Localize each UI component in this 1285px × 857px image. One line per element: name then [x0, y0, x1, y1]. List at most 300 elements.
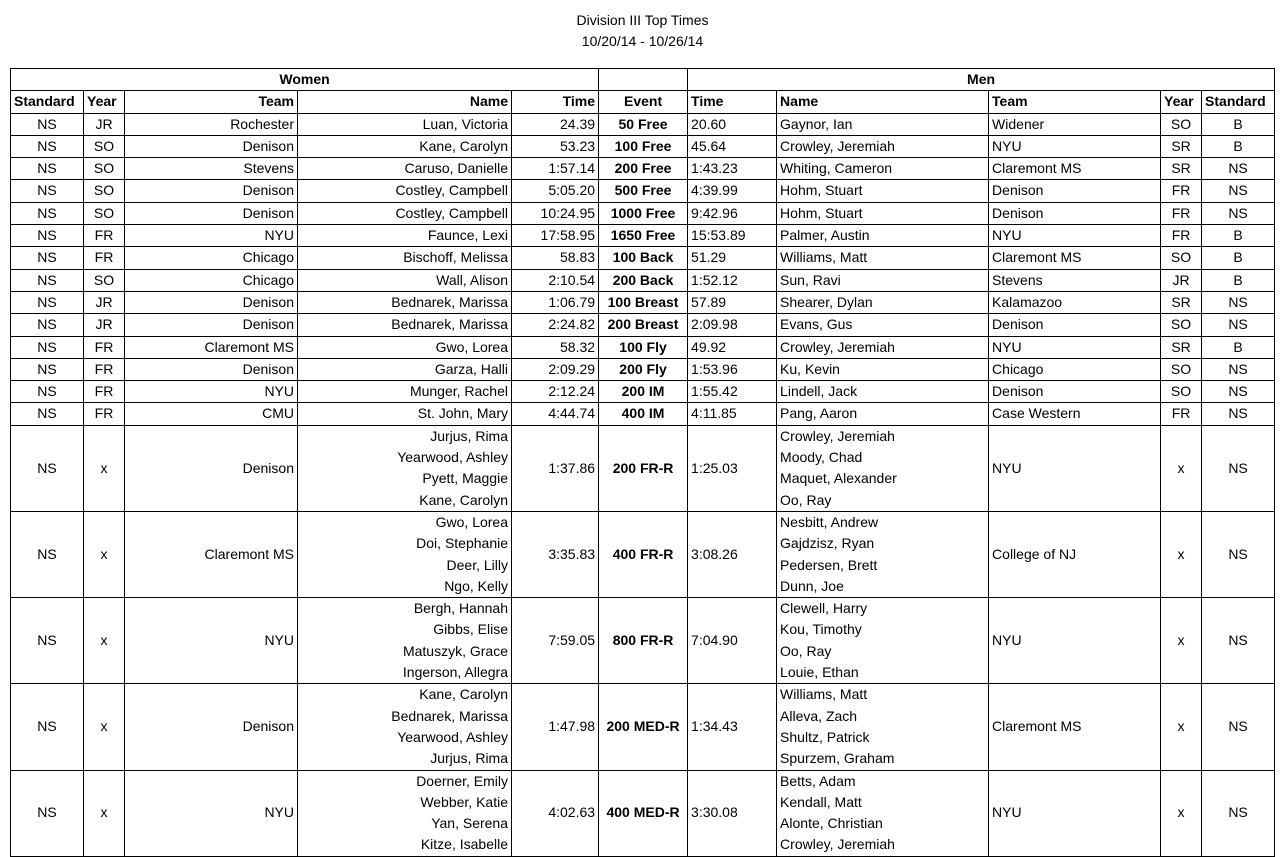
swimmer-name: Caruso, Danielle — [404, 160, 508, 177]
men-year-cell: x — [1161, 511, 1202, 597]
women-time-cell: 4:44.74 — [512, 403, 599, 425]
swimmer-name: Yearwood, Ashley — [397, 449, 508, 466]
men-time-cell: 7:04.90 — [688, 598, 777, 684]
women-team-cell: Denison — [125, 202, 298, 224]
swimmer-name: Costley, Campbell — [395, 204, 508, 221]
event-cell: 500 Free — [599, 180, 688, 202]
event-cell: 400 FR-R — [599, 511, 688, 597]
women-standard-cell: NS — [11, 158, 84, 180]
men-year-cell: JR — [1161, 269, 1202, 291]
men-standard-cell: NS — [1202, 381, 1275, 403]
men-team-cell: NYU — [989, 336, 1161, 358]
men-standard-cell: NS — [1202, 291, 1275, 313]
women-standard-cell: NS — [11, 684, 84, 770]
women-time-cell: 5:05.20 — [512, 180, 599, 202]
event-cell: 1650 Free — [599, 225, 688, 247]
men-time-cell: 1:53.96 — [688, 358, 777, 380]
women-name-cell — [298, 770, 512, 856]
swimmer-name: Nesbitt, Andrew — [780, 513, 879, 530]
event-cell: 200 IM — [599, 381, 688, 403]
women-time-cell: 2:10.54 — [512, 269, 599, 291]
swimmer-name: Matuszyk, Grace — [402, 642, 508, 659]
event-cell: 100 Breast — [599, 291, 688, 313]
women-time-cell: 58.32 — [512, 336, 599, 358]
women-time-cell: 53.23 — [512, 135, 599, 157]
women-name-cell — [298, 180, 512, 202]
men-name-cell — [777, 336, 989, 358]
women-team-cell: Stevens — [125, 158, 298, 180]
swimmer-name: Hohm, Stuart — [780, 182, 863, 199]
table-row — [11, 684, 1275, 770]
swimmer-name: Kou, Timothy — [780, 621, 862, 638]
men-team-cell: Denison — [989, 314, 1161, 336]
swimmer-name: St. John, Mary — [417, 405, 508, 422]
men-standard-cell: NS — [1202, 180, 1275, 202]
men-standard-cell: NS — [1202, 358, 1275, 380]
men-time-cell: 4:11.85 — [688, 403, 777, 425]
women-name-cell — [298, 336, 512, 358]
swimmer-name: Evans, Gus — [780, 316, 853, 333]
women-standard-cell: NS — [11, 770, 84, 856]
women-name-cell — [298, 291, 512, 313]
women-year-cell: JR — [84, 113, 125, 135]
women-standard-cell: NS — [11, 358, 84, 380]
men-standard-cell: B — [1202, 247, 1275, 269]
table-body — [11, 113, 1275, 856]
women-team-cell: NYU — [125, 598, 298, 684]
women-team-cell: Chicago — [125, 247, 298, 269]
men-year-cell: x — [1161, 598, 1202, 684]
table-row — [11, 381, 1275, 403]
women-year-cell: SO — [84, 158, 125, 180]
swimmer-name: Louie, Ethan — [780, 664, 859, 681]
men-name-cell — [777, 247, 989, 269]
women-standard-cell: NS — [11, 403, 84, 425]
men-standard-cell: B — [1202, 113, 1275, 135]
swimmer-name: Oo, Ray — [780, 642, 832, 659]
men-time-cell: 57.89 — [688, 291, 777, 313]
col-women-year: Year — [84, 91, 125, 113]
table-row — [11, 403, 1275, 425]
men-name-cell — [777, 770, 989, 856]
men-team-cell: Chicago — [989, 358, 1161, 380]
swimmer-name: Doi, Stephanie — [416, 535, 508, 552]
men-year-cell: x — [1161, 770, 1202, 856]
women-standard-cell: NS — [11, 180, 84, 202]
men-name-cell — [777, 684, 989, 770]
column-header-row — [11, 91, 1275, 113]
swimmer-name: Pedersen, Brett — [780, 556, 878, 573]
women-team-cell: NYU — [125, 225, 298, 247]
swimmer-name: Whiting, Cameron — [780, 160, 893, 177]
men-year-cell: FR — [1161, 225, 1202, 247]
men-name-cell — [777, 269, 989, 291]
men-year-cell: SO — [1161, 247, 1202, 269]
table-row — [11, 425, 1275, 511]
col-men-team: Team — [989, 91, 1161, 113]
men-team-cell: Denison — [989, 202, 1161, 224]
swimmer-name: Pang, Aaron — [780, 405, 858, 422]
women-team-cell: NYU — [125, 770, 298, 856]
title-block — [0, 0, 1285, 58]
men-team-cell: Stevens — [989, 269, 1161, 291]
swimmer-name: Alleva, Zach — [780, 707, 858, 724]
men-time-cell: 45.64 — [688, 135, 777, 157]
men-time-cell: 15:53.89 — [688, 225, 777, 247]
women-team-cell: CMU — [125, 403, 298, 425]
swimmer-name: Crowley, Jeremiah — [780, 836, 895, 853]
men-standard-cell: NS — [1202, 202, 1275, 224]
swimmer-name: Bednarek, Marissa — [391, 293, 508, 310]
swimmer-name: Kendall, Matt — [780, 793, 862, 810]
men-standard-cell: NS — [1202, 598, 1275, 684]
women-name-cell — [298, 684, 512, 770]
women-standard-cell: NS — [11, 381, 84, 403]
women-team-cell: Denison — [125, 314, 298, 336]
swimmer-name: Pyett, Maggie — [422, 470, 508, 487]
women-name-cell — [298, 314, 512, 336]
event-cell: 1000 Free — [599, 202, 688, 224]
women-name-cell — [298, 598, 512, 684]
col-men-name: Name — [777, 91, 989, 113]
swimmer-name: Bednarek, Marissa — [391, 707, 508, 724]
women-year-cell: SO — [84, 180, 125, 202]
women-standard-cell: NS — [11, 511, 84, 597]
men-team-cell: College of NJ — [989, 511, 1161, 597]
women-team-cell: Denison — [125, 180, 298, 202]
women-standard-cell: NS — [11, 336, 84, 358]
women-standard-cell: NS — [11, 314, 84, 336]
men-year-cell: SO — [1161, 113, 1202, 135]
men-team-cell: Denison — [989, 180, 1161, 202]
event-cell: 400 IM — [599, 403, 688, 425]
women-standard-cell: NS — [11, 135, 84, 157]
col-women-name: Name — [298, 91, 512, 113]
women-team-cell: Claremont MS — [125, 336, 298, 358]
group-header-row — [11, 69, 1275, 91]
col-men-year: Year — [1161, 91, 1202, 113]
swimmer-name: Shultz, Patrick — [780, 728, 870, 745]
swimmer-name: Costley, Campbell — [395, 182, 508, 199]
women-team-cell: Claremont MS — [125, 511, 298, 597]
swimmer-name: Gaynor, Ian — [780, 115, 853, 132]
page-title: Division III Top Times — [576, 12, 709, 28]
men-time-cell: 51.29 — [688, 247, 777, 269]
swimmer-name: Williams, Matt — [780, 249, 868, 266]
men-standard-cell: NS — [1202, 314, 1275, 336]
table-row — [11, 358, 1275, 380]
men-team-cell: NYU — [989, 135, 1161, 157]
men-year-cell: FR — [1161, 180, 1202, 202]
event-cell: 200 Fly — [599, 358, 688, 380]
women-standard-cell: NS — [11, 113, 84, 135]
women-time-cell: 24.39 — [512, 113, 599, 135]
women-name-cell — [298, 135, 512, 157]
event-cell: 100 Fly — [599, 336, 688, 358]
men-name-cell — [777, 291, 989, 313]
swimmer-name: Munger, Rachel — [409, 383, 508, 400]
swimmer-name: Oo, Ray — [780, 491, 832, 508]
men-year-cell: SO — [1161, 358, 1202, 380]
men-standard-cell: NS — [1202, 425, 1275, 511]
table-row — [11, 180, 1275, 202]
event-cell: 100 Back — [599, 247, 688, 269]
men-name-cell — [777, 135, 989, 157]
men-time-cell: 20.60 — [688, 113, 777, 135]
men-year-cell: FR — [1161, 403, 1202, 425]
men-year-cell: SR — [1161, 158, 1202, 180]
women-name-cell — [298, 247, 512, 269]
swimmer-name: Crowley, Jeremiah — [780, 338, 895, 355]
women-year-cell: x — [84, 684, 125, 770]
men-team-cell: Claremont MS — [989, 684, 1161, 770]
men-name-cell — [777, 425, 989, 511]
men-time-cell: 9:42.96 — [688, 202, 777, 224]
men-name-cell — [777, 225, 989, 247]
swimmer-name: Yan, Serena — [431, 815, 508, 832]
col-men-standard: Standard — [1202, 91, 1275, 113]
swimmer-name: Kane, Carolyn — [419, 686, 508, 703]
women-team-cell: Denison — [125, 291, 298, 313]
table-row — [11, 291, 1275, 313]
women-team-cell: Rochester — [125, 113, 298, 135]
men-team-cell: Widener — [989, 113, 1161, 135]
event-cell: 200 Free — [599, 158, 688, 180]
event-cell: 200 Back — [599, 269, 688, 291]
swimmer-name: Gwo, Lorea — [435, 338, 508, 355]
women-team-cell: Denison — [125, 358, 298, 380]
men-name-cell — [777, 381, 989, 403]
swimmer-name: Jurjus, Rima — [430, 750, 508, 767]
col-women-standard: Standard — [11, 91, 84, 113]
men-team-cell: Kalamazoo — [989, 291, 1161, 313]
women-name-cell — [298, 403, 512, 425]
men-time-cell: 2:09.98 — [688, 314, 777, 336]
men-year-cell: FR — [1161, 202, 1202, 224]
women-time-cell: 1:47.98 — [512, 684, 599, 770]
women-standard-cell: NS — [11, 598, 84, 684]
women-year-cell: JR — [84, 291, 125, 313]
women-standard-cell: NS — [11, 425, 84, 511]
table-row — [11, 770, 1275, 856]
men-time-cell: 3:30.08 — [688, 770, 777, 856]
swimmer-name: Kitze, Isabelle — [420, 836, 508, 853]
swimmer-name: Ku, Kevin — [780, 360, 840, 377]
men-standard-cell: NS — [1202, 158, 1275, 180]
men-year-cell: x — [1161, 425, 1202, 511]
men-group-header: Men — [688, 69, 1275, 91]
men-time-cell: 1:34.43 — [688, 684, 777, 770]
women-standard-cell: NS — [11, 247, 84, 269]
women-time-cell: 58.83 — [512, 247, 599, 269]
men-standard-cell: NS — [1202, 511, 1275, 597]
men-name-cell — [777, 202, 989, 224]
swimmer-name: Luan, Victoria — [422, 115, 508, 132]
men-name-cell — [777, 180, 989, 202]
women-year-cell: SO — [84, 202, 125, 224]
swimmer-name: Alonte, Christian — [780, 815, 883, 832]
men-team-cell: Case Western — [989, 403, 1161, 425]
men-time-cell: 4:39.99 — [688, 180, 777, 202]
event-cell: 200 FR-R — [599, 425, 688, 511]
swimmer-name: Bergh, Hannah — [413, 600, 508, 617]
swimmer-name: Gajdzisz, Ryan — [780, 535, 875, 552]
swimmer-name: Webber, Katie — [420, 793, 508, 810]
table-row — [11, 269, 1275, 291]
swimmer-name: Crowley, Jeremiah — [780, 137, 895, 154]
women-time-cell: 3:35.83 — [512, 511, 599, 597]
women-name-cell — [298, 381, 512, 403]
women-name-cell — [298, 202, 512, 224]
swimmer-name: Moody, Chad — [780, 449, 863, 466]
men-team-cell: NYU — [989, 425, 1161, 511]
col-men-time: Time — [688, 91, 777, 113]
men-standard-cell: NS — [1202, 403, 1275, 425]
table-row — [11, 135, 1275, 157]
women-time-cell: 4:02.63 — [512, 770, 599, 856]
women-standard-cell: NS — [11, 202, 84, 224]
women-year-cell: x — [84, 511, 125, 597]
women-team-cell: Denison — [125, 425, 298, 511]
women-year-cell: FR — [84, 336, 125, 358]
women-year-cell: FR — [84, 247, 125, 269]
table-row — [11, 247, 1275, 269]
women-time-cell: 2:24.82 — [512, 314, 599, 336]
swimmer-name: Betts, Adam — [780, 772, 856, 789]
men-team-cell: NYU — [989, 225, 1161, 247]
swimmer-name: Maquet, Alexander — [780, 470, 897, 487]
table-row — [11, 158, 1275, 180]
table-row — [11, 511, 1275, 597]
women-year-cell: x — [84, 770, 125, 856]
swimmer-name: Williams, Matt — [780, 686, 868, 703]
event-cell: 100 Free — [599, 135, 688, 157]
swimmer-name: Dunn, Joe — [780, 577, 844, 594]
women-time-cell: 1:57.14 — [512, 158, 599, 180]
women-time-cell: 2:09.29 — [512, 358, 599, 380]
swimmer-name: Hohm, Stuart — [780, 204, 863, 221]
men-year-cell: x — [1161, 684, 1202, 770]
women-name-cell — [298, 113, 512, 135]
men-standard-cell: B — [1202, 225, 1275, 247]
swimmer-name: Lindell, Jack — [780, 383, 858, 400]
men-team-cell: Denison — [989, 381, 1161, 403]
women-name-cell — [298, 511, 512, 597]
men-team-cell: Claremont MS — [989, 247, 1161, 269]
women-year-cell: SO — [84, 269, 125, 291]
women-name-cell — [298, 158, 512, 180]
women-team-cell: Chicago — [125, 269, 298, 291]
swimmer-name: Clewell, Harry — [780, 600, 868, 617]
women-group-header: Women — [11, 69, 599, 91]
women-standard-cell: NS — [11, 269, 84, 291]
swimmer-name: Bednarek, Marissa — [391, 316, 508, 333]
women-standard-cell: NS — [11, 291, 84, 313]
men-year-cell: SR — [1161, 336, 1202, 358]
women-time-cell: 10:24.95 — [512, 202, 599, 224]
women-year-cell: FR — [84, 225, 125, 247]
women-team-cell: NYU — [125, 381, 298, 403]
men-time-cell: 1:52.12 — [688, 269, 777, 291]
swimmer-name: Jurjus, Rima — [430, 427, 508, 444]
top-times-table — [10, 68, 1275, 857]
men-name-cell — [777, 598, 989, 684]
women-time-cell: 1:37.86 — [512, 425, 599, 511]
swimmer-name: Ngo, Kelly — [444, 577, 508, 594]
men-year-cell: SR — [1161, 291, 1202, 313]
women-year-cell: SO — [84, 135, 125, 157]
col-women-time: Time — [512, 91, 599, 113]
swimmer-name: Doerner, Emily — [416, 772, 508, 789]
men-standard-cell: B — [1202, 135, 1275, 157]
swimmer-name: Kane, Carolyn — [419, 137, 508, 154]
men-team-cell: Claremont MS — [989, 158, 1161, 180]
women-team-cell: Denison — [125, 135, 298, 157]
women-time-cell: 7:59.05 — [512, 598, 599, 684]
swimmer-name: Palmer, Austin — [780, 227, 870, 244]
men-standard-cell: B — [1202, 336, 1275, 358]
event-cell: 800 FR-R — [599, 598, 688, 684]
swimmer-name: Faunce, Lexi — [427, 227, 508, 244]
swimmer-name: Bischoff, Melissa — [403, 249, 508, 266]
women-name-cell — [298, 269, 512, 291]
swimmer-name: Shearer, Dylan — [780, 293, 873, 310]
event-cell: 200 Breast — [599, 314, 688, 336]
swimmer-name: Wall, Alison — [436, 271, 508, 288]
men-year-cell: SO — [1161, 381, 1202, 403]
men-team-cell: NYU — [989, 770, 1161, 856]
swimmer-name: Ingerson, Allegra — [402, 664, 508, 681]
men-year-cell: SO — [1161, 314, 1202, 336]
men-standard-cell: NS — [1202, 770, 1275, 856]
women-year-cell: FR — [84, 358, 125, 380]
men-name-cell — [777, 358, 989, 380]
men-standard-cell: B — [1202, 269, 1275, 291]
swimmer-name: Spurzem, Graham — [780, 750, 895, 767]
women-standard-cell: NS — [11, 225, 84, 247]
women-year-cell: FR — [84, 381, 125, 403]
swimmer-name: Kane, Carolyn — [419, 491, 508, 508]
women-time-cell: 17:58.95 — [512, 225, 599, 247]
table-row — [11, 225, 1275, 247]
men-standard-cell: NS — [1202, 684, 1275, 770]
swimmer-name: Garza, Halli — [434, 360, 508, 377]
date-range: 10/20/14 - 10/26/14 — [581, 33, 704, 49]
table-row — [11, 336, 1275, 358]
men-time-cell: 1:43.23 — [688, 158, 777, 180]
event-cell: 400 MED-R — [599, 770, 688, 856]
swimmer-name: Sun, Ravi — [780, 271, 841, 288]
men-year-cell: SR — [1161, 135, 1202, 157]
men-name-cell — [777, 314, 989, 336]
men-team-cell: NYU — [989, 598, 1161, 684]
men-time-cell: 1:55.42 — [688, 381, 777, 403]
men-name-cell — [777, 403, 989, 425]
event-cell: 200 MED-R — [599, 684, 688, 770]
women-team-cell: Denison — [125, 684, 298, 770]
women-year-cell: JR — [84, 314, 125, 336]
men-name-cell — [777, 158, 989, 180]
women-time-cell: 2:12.24 — [512, 381, 599, 403]
men-name-cell — [777, 511, 989, 597]
swimmer-name: Yearwood, Ashley — [397, 728, 508, 745]
table-row — [11, 202, 1275, 224]
women-time-cell: 1:06.79 — [512, 291, 599, 313]
event-group-spacer — [599, 69, 688, 91]
swimmer-name: Gibbs, Elise — [433, 621, 508, 638]
col-event: Event — [599, 91, 688, 113]
women-year-cell: FR — [84, 403, 125, 425]
